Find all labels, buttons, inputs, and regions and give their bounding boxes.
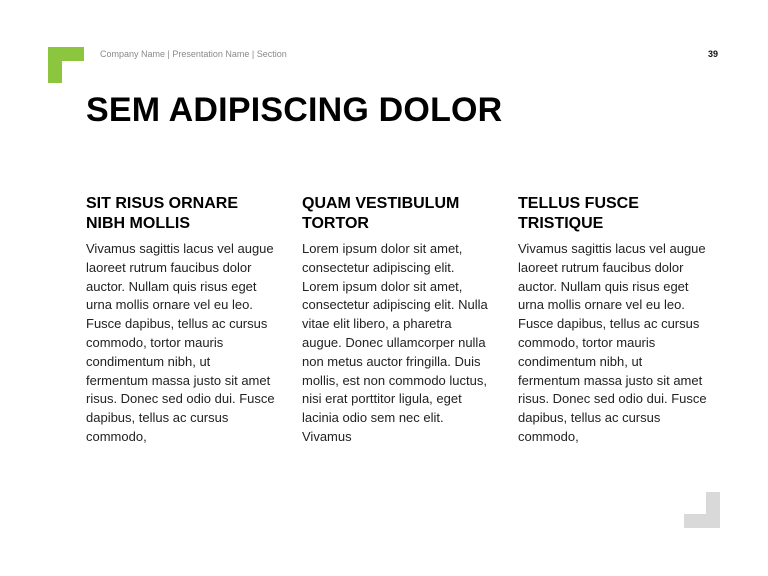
- column-3-body: Vivamus sagittis lacus vel augue laoreet rutrum faucibus dolor auctor. Nullam quis risus eget urna mollis ornare vel eu leo. Fusce dapibus, tellus ac cursus commodo, tortor mauris condimentum nibh, ut fermentum massa justo sit amet risus. Donec sed odio dui. Fusce dapibus, tellus ac cursus commodo,: [518, 241, 707, 444]
- column-3-heading: TELLUS FUSCE TRISTIQUE: [518, 195, 639, 232]
- corner-bracket-bottom-right-shape: [684, 492, 720, 528]
- page-title: SEM ADIPISCING DOLOR: [86, 91, 503, 129]
- content-column-3: [518, 194, 708, 447]
- corner-bracket-top-left: [48, 47, 84, 83]
- breadcrumb: Company Name | Presentation Name | Section: [100, 49, 287, 59]
- content-column-1: [86, 194, 276, 447]
- column-1-heading: SIT RISUS ORNARE NIBH MOLLIS: [86, 195, 239, 232]
- content-column-2: [302, 194, 492, 447]
- page-number: 39: [707, 49, 718, 59]
- column-1-body: Vivamus sagittis lacus vel augue laoreet rutrum faucibus dolor auctor. Nullam quis risus eget urna mollis ornare vel eu leo. Fusce dapibus, tellus ac cursus commodo, tortor mauris condimentum nibh, ut fermentum massa justo sit amet risus. Donec sed odio dui. Fusce dapibus, tellus ac cursus commodo,: [86, 241, 275, 444]
- column-2-heading: QUAM VESTIBULUM TORTOR: [302, 195, 460, 232]
- corner-bracket-top-left-shape: [48, 47, 84, 83]
- column-2-body: Lorem ipsum dolor sit amet, consectetur adipiscing elit. Lorem ipsum dolor sit amet, consectetur adipiscing elit. Nulla vitae elit libero, a pharetra augue. Donec ullamcorper nulla non metus auctor fringilla. Duis mollis, est non commodo luctus, nisi erat porttitor ligula, eget lacinia odio sem nec elit. Vivamus: [302, 241, 488, 444]
- corner-bracket-bottom-right: [684, 492, 720, 528]
